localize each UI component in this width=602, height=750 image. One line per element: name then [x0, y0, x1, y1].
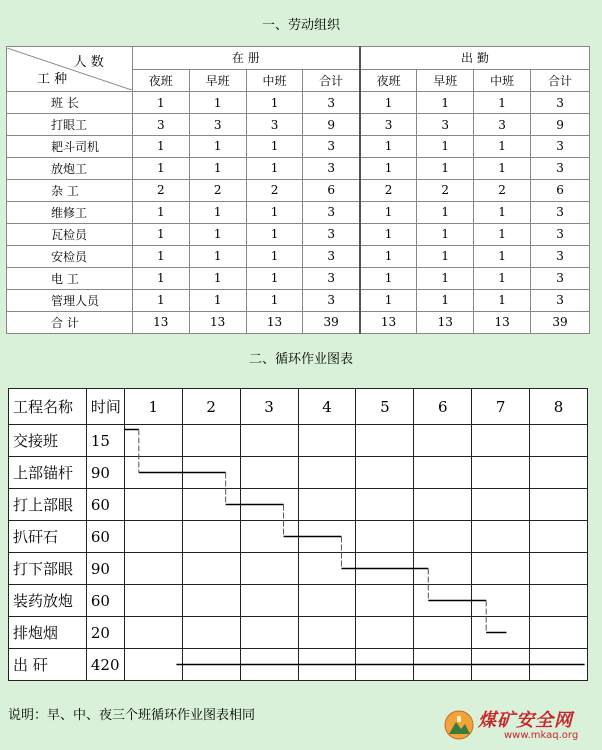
count-cell: 1 — [360, 92, 417, 114]
labor-row — [7, 267, 590, 289]
task-name-cell: 排炮烟 — [9, 617, 87, 649]
count-cell: 1 — [246, 201, 303, 223]
time-slot-cell — [240, 585, 298, 617]
time-slot-cell — [356, 457, 414, 489]
time-slot-cell — [414, 425, 472, 457]
count-cell: 1 — [417, 136, 474, 158]
count-cell: 1 — [417, 92, 474, 114]
count-cell: 1 — [474, 157, 531, 179]
count-cell: 1 — [189, 223, 246, 245]
count-cell: 3 — [132, 114, 189, 136]
time-slot-cell — [182, 457, 240, 489]
task-time-cell: 90 — [86, 457, 124, 489]
count-cell: 1 — [246, 245, 303, 267]
count-cell: 1 — [474, 267, 531, 289]
count-cell: 3 — [531, 289, 590, 311]
role-name-cell: 放炮工 — [7, 157, 133, 179]
time-slot-cell — [472, 425, 530, 457]
count-cell: 2 — [189, 179, 246, 201]
count-cell: 1 — [189, 201, 246, 223]
time-slot-cell — [182, 585, 240, 617]
group-header-attendance: 出 勤 — [360, 47, 590, 70]
count-cell: 1 — [360, 223, 417, 245]
count-cell: 3 — [303, 289, 360, 311]
count-cell: 3 — [246, 114, 303, 136]
time-slot-cell — [356, 585, 414, 617]
footnote: 说明：早、中、夜三个班循环作业图表相同 — [8, 708, 256, 723]
task-row — [9, 457, 588, 489]
time-slot-cell — [298, 649, 356, 681]
count-cell: 13 — [132, 311, 189, 333]
count-cell: 1 — [132, 201, 189, 223]
count-cell: 3 — [531, 201, 590, 223]
hour-header-cell: 1 — [124, 389, 182, 425]
time-slot-cell — [298, 489, 356, 521]
time-slot-cell — [472, 521, 530, 553]
count-cell: 3 — [303, 92, 360, 114]
task-name-cell: 打上部眼 — [9, 489, 87, 521]
count-cell: 6 — [531, 179, 590, 201]
count-cell: 1 — [474, 289, 531, 311]
hour-header-cell: 8 — [530, 389, 588, 425]
corner-top-label: 人 数 — [73, 55, 104, 71]
count-cell: 3 — [531, 245, 590, 267]
task-row — [9, 617, 588, 649]
time-slot-cell — [182, 553, 240, 585]
time-slot-cell — [414, 617, 472, 649]
time-slot-cell — [472, 553, 530, 585]
time-slot-cell — [414, 649, 472, 681]
time-slot-cell — [472, 649, 530, 681]
hour-header-cell: 5 — [356, 389, 414, 425]
time-slot-cell — [414, 521, 472, 553]
count-cell: 1 — [132, 92, 189, 114]
corner-header — [7, 47, 133, 92]
task-row — [9, 649, 588, 681]
role-name-cell: 瓦检员 — [7, 223, 133, 245]
time-slot-cell — [530, 489, 588, 521]
time-slot-cell — [530, 553, 588, 585]
count-cell: 3 — [303, 157, 360, 179]
count-cell: 1 — [417, 223, 474, 245]
labor-organization-table — [6, 46, 590, 334]
task-row — [9, 585, 588, 617]
count-cell: 1 — [189, 245, 246, 267]
sub-header-cell: 早班 — [417, 69, 474, 92]
time-slot-cell — [124, 457, 182, 489]
role-name-cell: 耙斗司机 — [7, 136, 133, 158]
time-slot-cell — [472, 585, 530, 617]
time-slot-cell — [124, 521, 182, 553]
count-cell: 1 — [246, 92, 303, 114]
labor-row — [7, 114, 590, 136]
time-slot-cell — [356, 425, 414, 457]
time-slot-cell — [356, 649, 414, 681]
count-cell: 3 — [303, 267, 360, 289]
count-cell: 1 — [474, 92, 531, 114]
count-cell: 1 — [189, 157, 246, 179]
time-slot-cell — [298, 457, 356, 489]
logo-emblem-icon — [444, 710, 474, 740]
time-slot-cell — [240, 457, 298, 489]
count-cell: 1 — [132, 157, 189, 179]
task-name-cell: 交接班 — [9, 425, 87, 457]
count-cell: 9 — [531, 114, 590, 136]
sub-header-cell: 中班 — [246, 69, 303, 92]
time-slot-cell — [182, 649, 240, 681]
count-cell: 1 — [417, 245, 474, 267]
count-cell: 1 — [360, 267, 417, 289]
count-cell: 2 — [360, 179, 417, 201]
sub-header-cell: 合计 — [531, 69, 590, 92]
group-header-registered: 在 册 — [132, 47, 360, 70]
count-cell: 39 — [303, 311, 360, 333]
time-slot-cell — [240, 489, 298, 521]
time-slot-cell — [240, 425, 298, 457]
count-cell: 1 — [474, 245, 531, 267]
count-cell: 1 — [474, 223, 531, 245]
time-slot-cell — [240, 553, 298, 585]
hour-header-cell: 4 — [298, 389, 356, 425]
count-cell: 9 — [303, 114, 360, 136]
count-cell: 1 — [360, 201, 417, 223]
labor-row — [7, 289, 590, 311]
time-slot-cell — [298, 553, 356, 585]
count-cell: 13 — [417, 311, 474, 333]
count-cell: 3 — [531, 136, 590, 158]
role-name-cell: 班 长 — [7, 92, 133, 114]
time-slot-cell — [240, 617, 298, 649]
time-slot-cell — [182, 521, 240, 553]
cycle-operation-chart — [8, 388, 588, 681]
count-cell: 3 — [531, 92, 590, 114]
time-slot-cell — [414, 553, 472, 585]
time-slot-cell — [124, 649, 182, 681]
sub-header-cell: 夜班 — [360, 69, 417, 92]
task-time-cell: 60 — [86, 489, 124, 521]
time-slot-cell — [182, 617, 240, 649]
time-slot-cell — [472, 457, 530, 489]
count-cell: 1 — [189, 289, 246, 311]
time-slot-cell — [530, 585, 588, 617]
labor-row — [7, 311, 590, 333]
hour-header-cell: 7 — [472, 389, 530, 425]
time-slot-cell — [530, 521, 588, 553]
time-slot-cell — [182, 425, 240, 457]
count-cell: 3 — [303, 245, 360, 267]
hour-header-cell: 6 — [414, 389, 472, 425]
sub-header-cell: 合计 — [303, 69, 360, 92]
time-slot-cell — [298, 521, 356, 553]
sub-header-cell: 早班 — [189, 69, 246, 92]
time-slot-cell — [124, 553, 182, 585]
time-slot-cell — [356, 521, 414, 553]
count-cell: 13 — [189, 311, 246, 333]
count-cell: 1 — [474, 201, 531, 223]
count-cell: 3 — [531, 267, 590, 289]
task-name-cell: 上部锚杆 — [9, 457, 87, 489]
task-row — [9, 425, 588, 457]
time-slot-cell — [298, 425, 356, 457]
time-slot-cell — [356, 489, 414, 521]
role-name-cell: 杂 工 — [7, 179, 133, 201]
sub-header-cell: 中班 — [474, 69, 531, 92]
count-cell: 2 — [132, 179, 189, 201]
count-cell: 1 — [360, 136, 417, 158]
task-time-cell: 60 — [86, 585, 124, 617]
count-cell: 1 — [189, 92, 246, 114]
logo-url: www.mkaq.org — [504, 730, 579, 741]
time-slot-cell — [414, 489, 472, 521]
role-name-cell: 打眼工 — [7, 114, 133, 136]
task-name-cell: 出 矸 — [9, 649, 87, 681]
count-cell: 3 — [360, 114, 417, 136]
count-cell: 1 — [189, 267, 246, 289]
time-slot-cell — [298, 617, 356, 649]
time-slot-cell — [530, 457, 588, 489]
section-title-labor: 一、劳动组织 — [261, 18, 340, 33]
count-cell: 2 — [246, 179, 303, 201]
labor-row — [7, 157, 590, 179]
logo-title: 煤矿安全网 — [478, 710, 573, 731]
count-cell: 1 — [417, 267, 474, 289]
task-row — [9, 553, 588, 585]
count-cell: 1 — [360, 289, 417, 311]
time-slot-cell — [414, 457, 472, 489]
col-header-time: 时间 — [86, 389, 124, 425]
labor-row — [7, 136, 590, 158]
time-slot-cell — [298, 585, 356, 617]
labor-row — [7, 92, 590, 114]
time-slot-cell — [124, 489, 182, 521]
count-cell: 2 — [417, 179, 474, 201]
count-cell: 1 — [360, 245, 417, 267]
count-cell: 1 — [132, 289, 189, 311]
count-cell: 1 — [474, 136, 531, 158]
time-slot-cell — [182, 489, 240, 521]
time-slot-cell — [240, 521, 298, 553]
task-time-cell: 90 — [86, 553, 124, 585]
count-cell: 3 — [531, 223, 590, 245]
task-name-cell: 打下部眼 — [9, 553, 87, 585]
count-cell: 3 — [189, 114, 246, 136]
role-name-cell: 维修工 — [7, 201, 133, 223]
time-slot-cell — [356, 553, 414, 585]
task-name-cell: 扒矸石 — [9, 521, 87, 553]
count-cell: 1 — [132, 245, 189, 267]
role-name-cell: 管理人员 — [7, 289, 133, 311]
count-cell: 3 — [474, 114, 531, 136]
count-cell: 1 — [417, 289, 474, 311]
time-slot-cell — [124, 585, 182, 617]
count-cell: 1 — [360, 157, 417, 179]
task-time-cell: 20 — [86, 617, 124, 649]
count-cell: 1 — [246, 223, 303, 245]
time-slot-cell — [414, 585, 472, 617]
count-cell: 3 — [417, 114, 474, 136]
time-slot-cell — [530, 617, 588, 649]
count-cell: 1 — [189, 136, 246, 158]
count-cell: 39 — [531, 311, 590, 333]
task-time-cell: 420 — [86, 649, 124, 681]
count-cell: 3 — [303, 223, 360, 245]
time-slot-cell — [530, 649, 588, 681]
count-cell: 3 — [303, 136, 360, 158]
role-name-cell: 电 工 — [7, 267, 133, 289]
time-slot-cell — [356, 617, 414, 649]
task-time-cell: 60 — [86, 521, 124, 553]
labor-row — [7, 201, 590, 223]
count-cell: 13 — [474, 311, 531, 333]
count-cell: 13 — [360, 311, 417, 333]
count-cell: 1 — [417, 201, 474, 223]
time-slot-cell — [472, 617, 530, 649]
count-cell: 1 — [246, 267, 303, 289]
corner-bottom-label: 工 种 — [37, 72, 68, 88]
site-logo — [444, 706, 594, 746]
time-slot-cell — [530, 425, 588, 457]
count-cell: 1 — [132, 136, 189, 158]
task-time-cell: 15 — [86, 425, 124, 457]
task-row — [9, 521, 588, 553]
task-row — [9, 489, 588, 521]
count-cell: 1 — [246, 157, 303, 179]
time-slot-cell — [124, 425, 182, 457]
count-cell: 1 — [132, 223, 189, 245]
role-name-cell: 合 计 — [7, 311, 133, 333]
sub-header-cell: 夜班 — [132, 69, 189, 92]
col-header-name: 工程名称 — [9, 389, 87, 425]
count-cell: 1 — [132, 267, 189, 289]
count-cell: 1 — [246, 136, 303, 158]
labor-row — [7, 179, 590, 201]
hour-header-cell: 3 — [240, 389, 298, 425]
task-name-cell: 装药放炮 — [9, 585, 87, 617]
count-cell: 2 — [474, 179, 531, 201]
count-cell: 3 — [303, 201, 360, 223]
count-cell: 1 — [417, 157, 474, 179]
role-name-cell: 安检员 — [7, 245, 133, 267]
count-cell: 13 — [246, 311, 303, 333]
labor-row — [7, 223, 590, 245]
count-cell: 3 — [531, 157, 590, 179]
count-cell: 1 — [246, 289, 303, 311]
labor-row — [7, 245, 590, 267]
time-slot-cell — [124, 617, 182, 649]
time-slot-cell — [240, 649, 298, 681]
hour-header-cell: 2 — [182, 389, 240, 425]
section-title-cycle: 二、循环作业图表 — [248, 352, 353, 367]
count-cell: 6 — [303, 179, 360, 201]
time-slot-cell — [472, 489, 530, 521]
